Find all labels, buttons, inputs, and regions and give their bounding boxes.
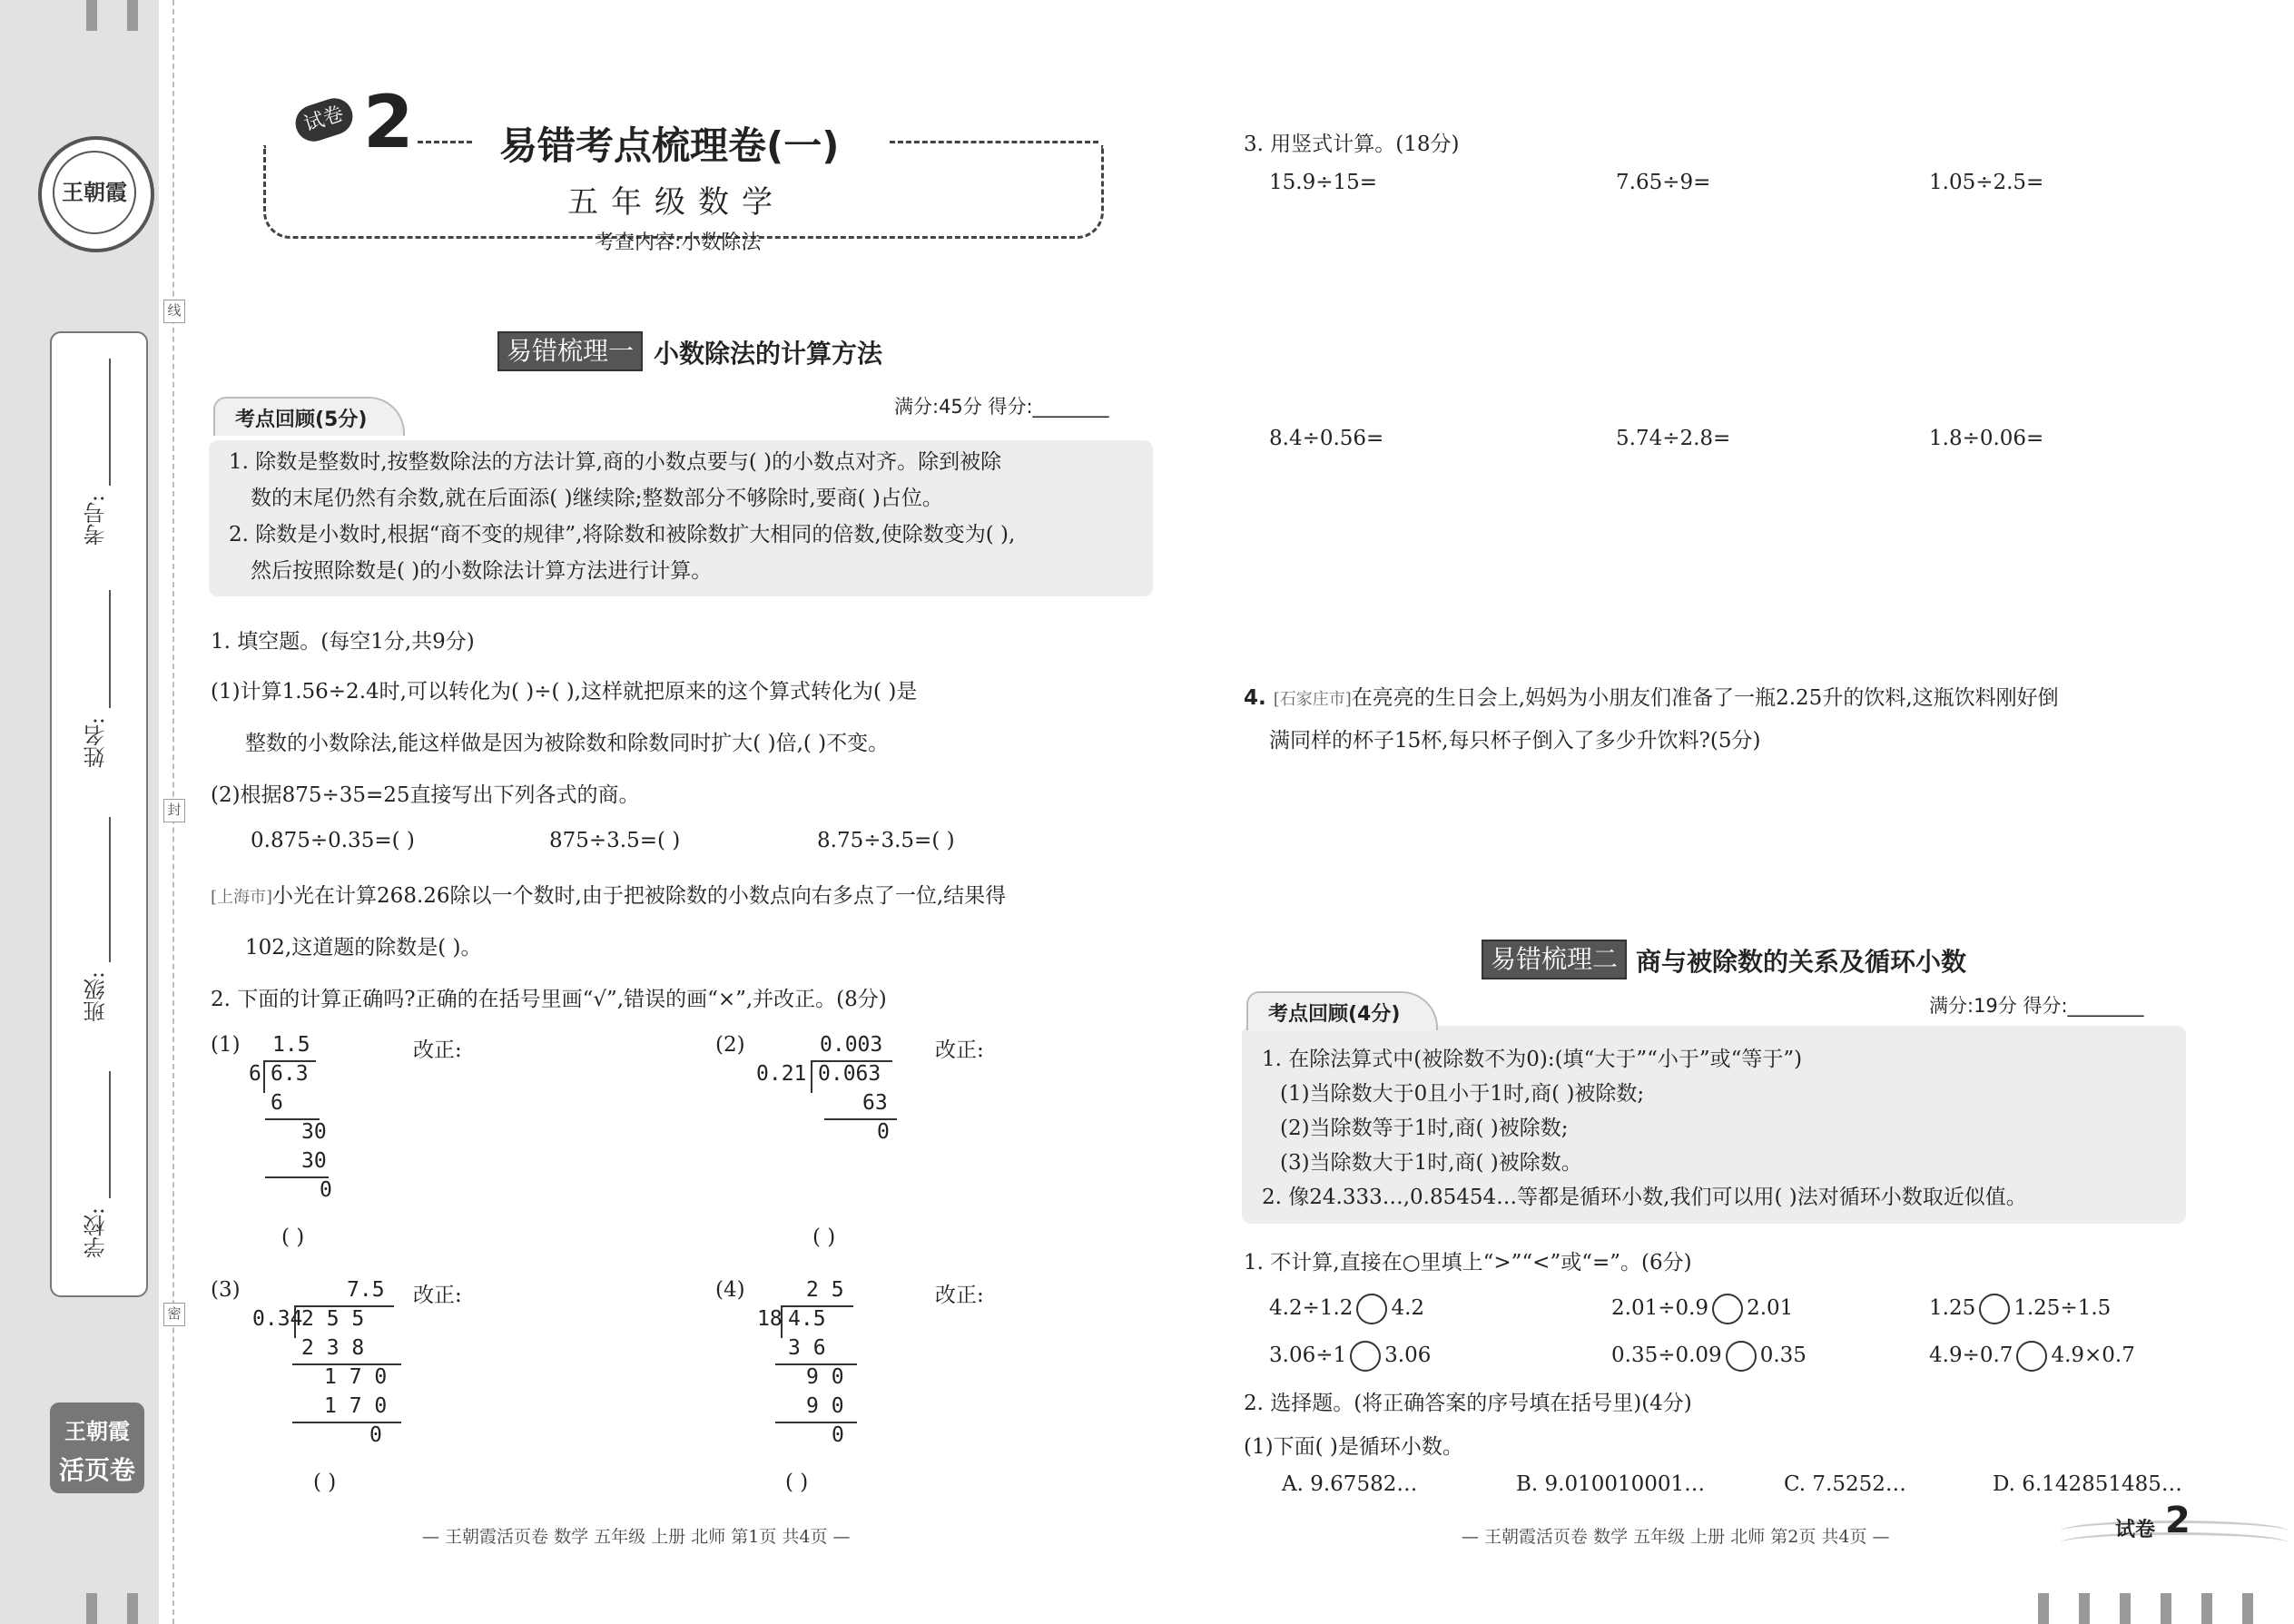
question-title: 1. 不计算,直接在○里填上“>”“<”或“=”。(6分)	[1244, 1251, 1692, 1275]
correction-label: 改正:	[935, 1038, 984, 1062]
division-line	[292, 1422, 401, 1423]
compare-circle[interactable]	[1979, 1294, 2010, 1324]
footer-paper-label: 试卷	[2115, 1519, 2156, 1541]
compare-left: 4.2÷1.2	[1269, 1296, 1354, 1320]
review-text: (3)当除数大于1时,商( )被除数。	[1280, 1151, 1582, 1175]
compare-left: 1.25	[1929, 1296, 1976, 1320]
division-dividend: 6.3	[271, 1062, 309, 1086]
compare-item	[1611, 1294, 1793, 1324]
paper-number: 2	[363, 80, 414, 164]
correction-label: 改正:	[413, 1284, 462, 1307]
division-label: (1)	[211, 1033, 241, 1057]
division-divisor: 0.21	[756, 1062, 807, 1086]
question-text-body: 小光在计算268.26除以一个数时,由于把被除数的小数点向右多点了一位,结果得	[272, 884, 1007, 908]
footer-left: — 王朝霞活页卷 数学 五年级 上册 北师 第1页 共4页 —	[422, 1527, 851, 1547]
student-info-box	[50, 331, 148, 1297]
strip-mark	[127, 0, 138, 31]
compare-item	[1269, 1294, 1424, 1324]
division-divisor: 0.34	[252, 1307, 303, 1331]
compare-item	[1929, 1341, 2135, 1372]
judge-blank[interactable]: ( )	[812, 1225, 836, 1249]
strip-mark	[86, 0, 97, 31]
paper-badge: 试卷	[290, 94, 357, 146]
judge-blank[interactable]: ( )	[281, 1225, 305, 1249]
compare-circle[interactable]	[2016, 1341, 2047, 1372]
correction-label: 改正:	[935, 1284, 984, 1307]
question-title: 3. 用竖式计算。(18分)	[1244, 133, 1460, 156]
division-step: 1 7 0	[324, 1394, 388, 1418]
division-quotient: 2 5	[806, 1278, 844, 1302]
brand-logo-text: 王朝霞	[53, 151, 136, 234]
calc-item: 1.05÷2.5=	[1929, 171, 2044, 194]
division-label: (2)	[715, 1033, 745, 1057]
division-line	[775, 1422, 857, 1423]
question-text: (1)计算1.56÷2.4时,可以转化为( )÷( ),这样就把原来的这个算式转化为( )是	[211, 680, 918, 704]
division-dividend: 4.5	[788, 1307, 826, 1331]
compare-item	[1611, 1341, 1807, 1372]
label-class: 班级:	[84, 971, 109, 1023]
review-text: 数的末尾仍然有余数,就在后面添( )继续除;整数部分不够除时,要商( )占位。	[251, 487, 943, 510]
judge-blank[interactable]: ( )	[313, 1471, 337, 1494]
division-label: (4)	[715, 1278, 745, 1302]
field-line[interactable]	[109, 817, 111, 962]
division-bracket	[263, 1060, 266, 1093]
badge-line1: 王朝霞	[64, 1419, 130, 1444]
choice-option[interactable]: C. 7.5252…	[1784, 1472, 1906, 1496]
review-text: 2. 除数是小数时,根据“商不变的规律”,将除数和被除数扩大相同的倍数,使除数变为( ),	[229, 523, 1016, 546]
division-step: 0	[877, 1120, 890, 1144]
badge-line2: 活页卷	[58, 1455, 135, 1485]
division-label: (3)	[211, 1278, 241, 1302]
compare-circle[interactable]	[1712, 1294, 1743, 1324]
division-step: 3 6	[788, 1336, 826, 1360]
division-step: 6	[271, 1091, 283, 1115]
division-step: 9 0	[806, 1394, 844, 1418]
judge-blank[interactable]: ( )	[785, 1471, 809, 1494]
compare-item	[1269, 1341, 1431, 1372]
cut-mark-secret: 密	[163, 1303, 185, 1326]
strip-mark	[86, 1593, 97, 1624]
section-tag: 易错梳理一	[497, 331, 643, 371]
compare-right: 4.2	[1391, 1296, 1425, 1320]
division-step: 30	[301, 1149, 327, 1173]
label-school: 学校:	[84, 1207, 109, 1259]
division-quotient: 1.5	[272, 1033, 310, 1057]
region-tag: [上海市]	[211, 888, 273, 907]
compare-right: 0.35	[1759, 1343, 1807, 1367]
compare-circle[interactable]	[1350, 1341, 1381, 1372]
score-line[interactable]: 满分:19分 得分:________	[1929, 995, 2144, 1017]
compare-item	[1929, 1294, 2111, 1324]
footer-paper-number: 2	[2165, 1500, 2191, 1541]
field-line[interactable]	[109, 590, 111, 708]
division-divisor: 18	[757, 1307, 783, 1331]
review-text: (2)当除数等于1时,商( )被除数;	[1280, 1117, 1569, 1140]
choice-option[interactable]: A. 9.67582…	[1282, 1472, 1418, 1496]
calc-item: 8.4÷0.56=	[1269, 427, 1384, 450]
strip-mark	[2120, 1593, 2131, 1624]
review-text: 1. 在除法算式中(被除数不为0):(填“大于”“小于”或“等于”)	[1262, 1048, 1803, 1071]
question-text-body: 在亮亮的生日会上,妈妈为小朋友们准备了一瓶2.25升的饮料,这瓶饮料刚好倒	[1351, 686, 2059, 710]
compare-circle[interactable]	[1356, 1294, 1387, 1324]
compare-right: 1.25÷1.5	[2013, 1296, 2112, 1320]
section-tag: 易错梳理二	[1482, 940, 1627, 979]
title-frame-line	[890, 141, 1098, 143]
review-text: (1)当除数大于0且小于1时,商( )被除数;	[1280, 1082, 1645, 1106]
division-divisor: 6	[249, 1062, 261, 1086]
title-frame-line	[418, 141, 472, 143]
field-line[interactable]	[109, 1071, 111, 1198]
question-title: 2. 下面的计算正确吗?正确的在括号里画“√”,错误的画“×”,并改正。(8分)	[211, 988, 887, 1011]
calc-item: 5.74÷2.8=	[1616, 427, 1731, 450]
region-tag: [石家庄市]	[1273, 690, 1352, 709]
compare-left: 0.35÷0.09	[1611, 1343, 1722, 1367]
review-tab: 考点回顾(5分)	[213, 397, 405, 436]
cut-mark-seal: 封	[163, 799, 185, 822]
division-step: 0	[369, 1423, 382, 1447]
question-text: (2)根据875÷35=25直接写出下列各式的商。	[211, 783, 640, 807]
label-exam-number: 考号:	[84, 495, 109, 546]
field-line[interactable]	[109, 359, 111, 486]
calc-item: 15.9÷15=	[1269, 171, 1378, 194]
division-step: 63	[862, 1091, 888, 1115]
strip-mark	[2038, 1593, 2049, 1624]
label-name: 姓名:	[84, 717, 109, 769]
compare-left: 4.9÷0.7	[1929, 1343, 2013, 1367]
question-title: 1. 填空题。(每空1分,共9分)	[211, 630, 475, 654]
division-step: 30	[301, 1120, 327, 1144]
division-quotient: 0.003	[820, 1033, 883, 1057]
compare-right: 2.01	[1747, 1296, 1794, 1320]
review-tab: 考点回顾(4分)	[1246, 991, 1438, 1030]
choice-option[interactable]: B. 9.010010001…	[1516, 1472, 1706, 1496]
section-title: 小数除法的计算方法	[654, 339, 883, 369]
compare-circle[interactable]	[1726, 1341, 1757, 1372]
question-text: (1)下面( )是循环小数。	[1244, 1435, 1463, 1459]
division-bracket	[811, 1060, 813, 1093]
division-step: 2 3 8	[301, 1336, 365, 1360]
compare-right: 3.06	[1384, 1343, 1432, 1367]
calc-item: 1.8÷0.06=	[1929, 427, 2044, 450]
division-step: 9 0	[806, 1365, 844, 1389]
brand-badge	[50, 1403, 144, 1493]
question-text: 102,这道题的除数是( )。	[245, 936, 482, 960]
compare-right: 4.9×0.7	[2051, 1343, 2135, 1367]
division-step: 0	[832, 1423, 844, 1447]
question-item: 8.75÷3.5=( )	[817, 829, 955, 852]
content-scope: 考查内容:小数除法	[595, 231, 762, 254]
cut-mark-line: 线	[163, 300, 185, 323]
question-item: 0.875÷0.35=( )	[251, 829, 415, 852]
section-title: 商与被除数的关系及循环小数	[1636, 947, 1967, 977]
question-title: 2. 选择题。(将正确答案的序号填在括号里)(4分)	[1244, 1392, 1692, 1415]
choice-option[interactable]: D. 6.142851485…	[1993, 1472, 2182, 1496]
division-quotient: 7.5	[347, 1278, 385, 1302]
division-step: 0	[320, 1178, 332, 1202]
question-text	[211, 879, 1006, 909]
footer-right: — 王朝霞活页卷 数学 五年级 上册 北师 第2页 共4页 —	[1462, 1527, 1890, 1547]
question-text: 4. [石家庄市]在亮亮的生日会上,妈妈为小朋友们准备了一瓶2.25升的饮料,这瓶饮料刚好倒	[1244, 686, 2059, 710]
subject-title: 五年级数学	[567, 184, 785, 221]
question-text: 整数的小数除法,能这样做是因为被除数和除数同时扩大( )倍,( )不变。	[245, 732, 890, 755]
division-dividend: 0.063	[818, 1062, 881, 1086]
question-text: 满同样的杯子15杯,每只杯子倒入了多少升饮料?(5分)	[1269, 729, 1761, 753]
score-line[interactable]: 满分:45分 得分:________	[894, 396, 1109, 418]
page-title: 易错考点梳理卷(一)	[499, 123, 840, 168]
correction-label: 改正:	[413, 1038, 462, 1062]
calc-item: 7.65÷9=	[1616, 171, 1711, 194]
question-item: 875÷3.5=( )	[549, 829, 681, 852]
strip-mark	[2242, 1593, 2253, 1624]
strip-mark	[2161, 1593, 2171, 1624]
compare-left: 3.06÷1	[1269, 1343, 1347, 1367]
strip-mark	[2201, 1593, 2212, 1624]
division-dividend: 2 5 5	[301, 1307, 365, 1331]
brand-logo	[38, 136, 154, 252]
strip-mark	[2079, 1593, 2090, 1624]
review-text: 2. 像24.333…,0.85454…等都是循环小数,我们可以用( )法对循环小数取近似值。	[1262, 1186, 2027, 1209]
compare-left: 2.01÷0.9	[1611, 1296, 1709, 1320]
strip-mark	[127, 1593, 138, 1624]
review-text: 然后按照除数是( )的小数除法计算方法进行计算。	[251, 559, 713, 583]
division-step: 1 7 0	[324, 1365, 388, 1389]
review-text: 1. 除数是整数时,按整数除法的方法计算,商的小数点要与( )的小数点对齐。除到被除	[229, 450, 1002, 474]
